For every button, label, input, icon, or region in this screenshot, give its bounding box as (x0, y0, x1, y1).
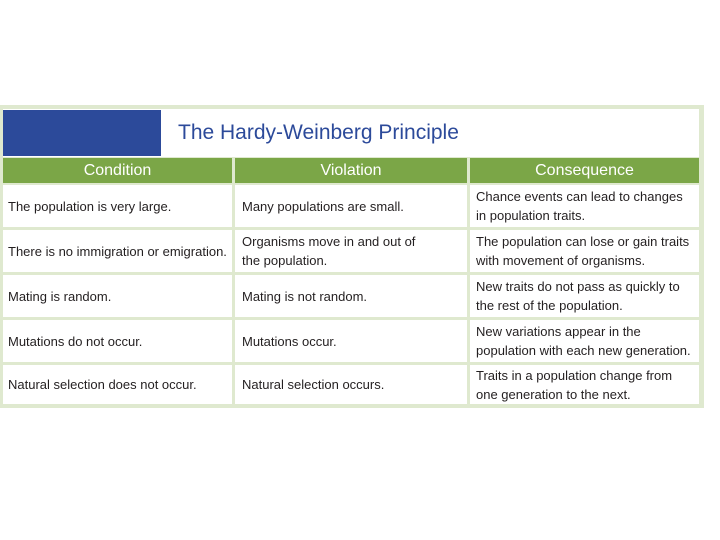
table-cell-condition (3, 275, 232, 317)
table-cell-consequence (470, 320, 699, 362)
cell-text: Mutations do not occur. (8, 333, 143, 349)
cell-text: Chance events can lead to changes in population traits. (476, 189, 683, 223)
cell-text: There is no immigration or emigration. (8, 243, 227, 259)
cell-text: The population is very large. (8, 198, 172, 214)
header-violation: Violation (320, 162, 382, 179)
table-title: The Hardy-Weinberg Principle (178, 121, 459, 144)
cell-text: Natural selection does not occur. (8, 377, 197, 392)
cell-text: Traits in a population change from one generation to the next. (476, 367, 673, 402)
table-cell-consequence (470, 230, 699, 272)
cell-text: Natural selection occurs. (242, 377, 385, 392)
hardy-weinberg-table (0, 105, 704, 408)
table-cell-condition (3, 320, 232, 362)
cell-text: Mating is random. (8, 288, 112, 304)
header-condition: Condition (83, 162, 152, 179)
table-cell-consequence (470, 365, 699, 404)
title-color-block (3, 110, 161, 156)
table-cell-violation (235, 320, 467, 362)
table-cell-consequence (470, 275, 699, 317)
cell-text: The population can lose or gain traits with movement of organisms. (476, 234, 690, 268)
table-cell-condition (3, 185, 232, 227)
cell-text: Many populations are small. (242, 198, 404, 214)
table-cell-violation (235, 230, 467, 272)
table-cell-consequence (470, 185, 699, 227)
table-cell-violation (235, 275, 467, 317)
table-cell-condition (3, 365, 232, 404)
table-cell-violation (235, 185, 467, 227)
table-cell-condition (3, 230, 232, 272)
cell-text: Mutations occur. (242, 333, 337, 349)
header-row (3, 158, 699, 183)
cell-text: Mating is not random. (242, 288, 368, 304)
header-consequence: Consequence (535, 162, 634, 179)
cell-text: New variations appear in the population with each new generation. (476, 324, 691, 358)
table-cell-violation (235, 365, 467, 404)
cell-text: Organisms move in and out of the population. (242, 234, 416, 268)
cell-text: New traits do not pass as quickly to the rest of the population. (476, 279, 680, 313)
